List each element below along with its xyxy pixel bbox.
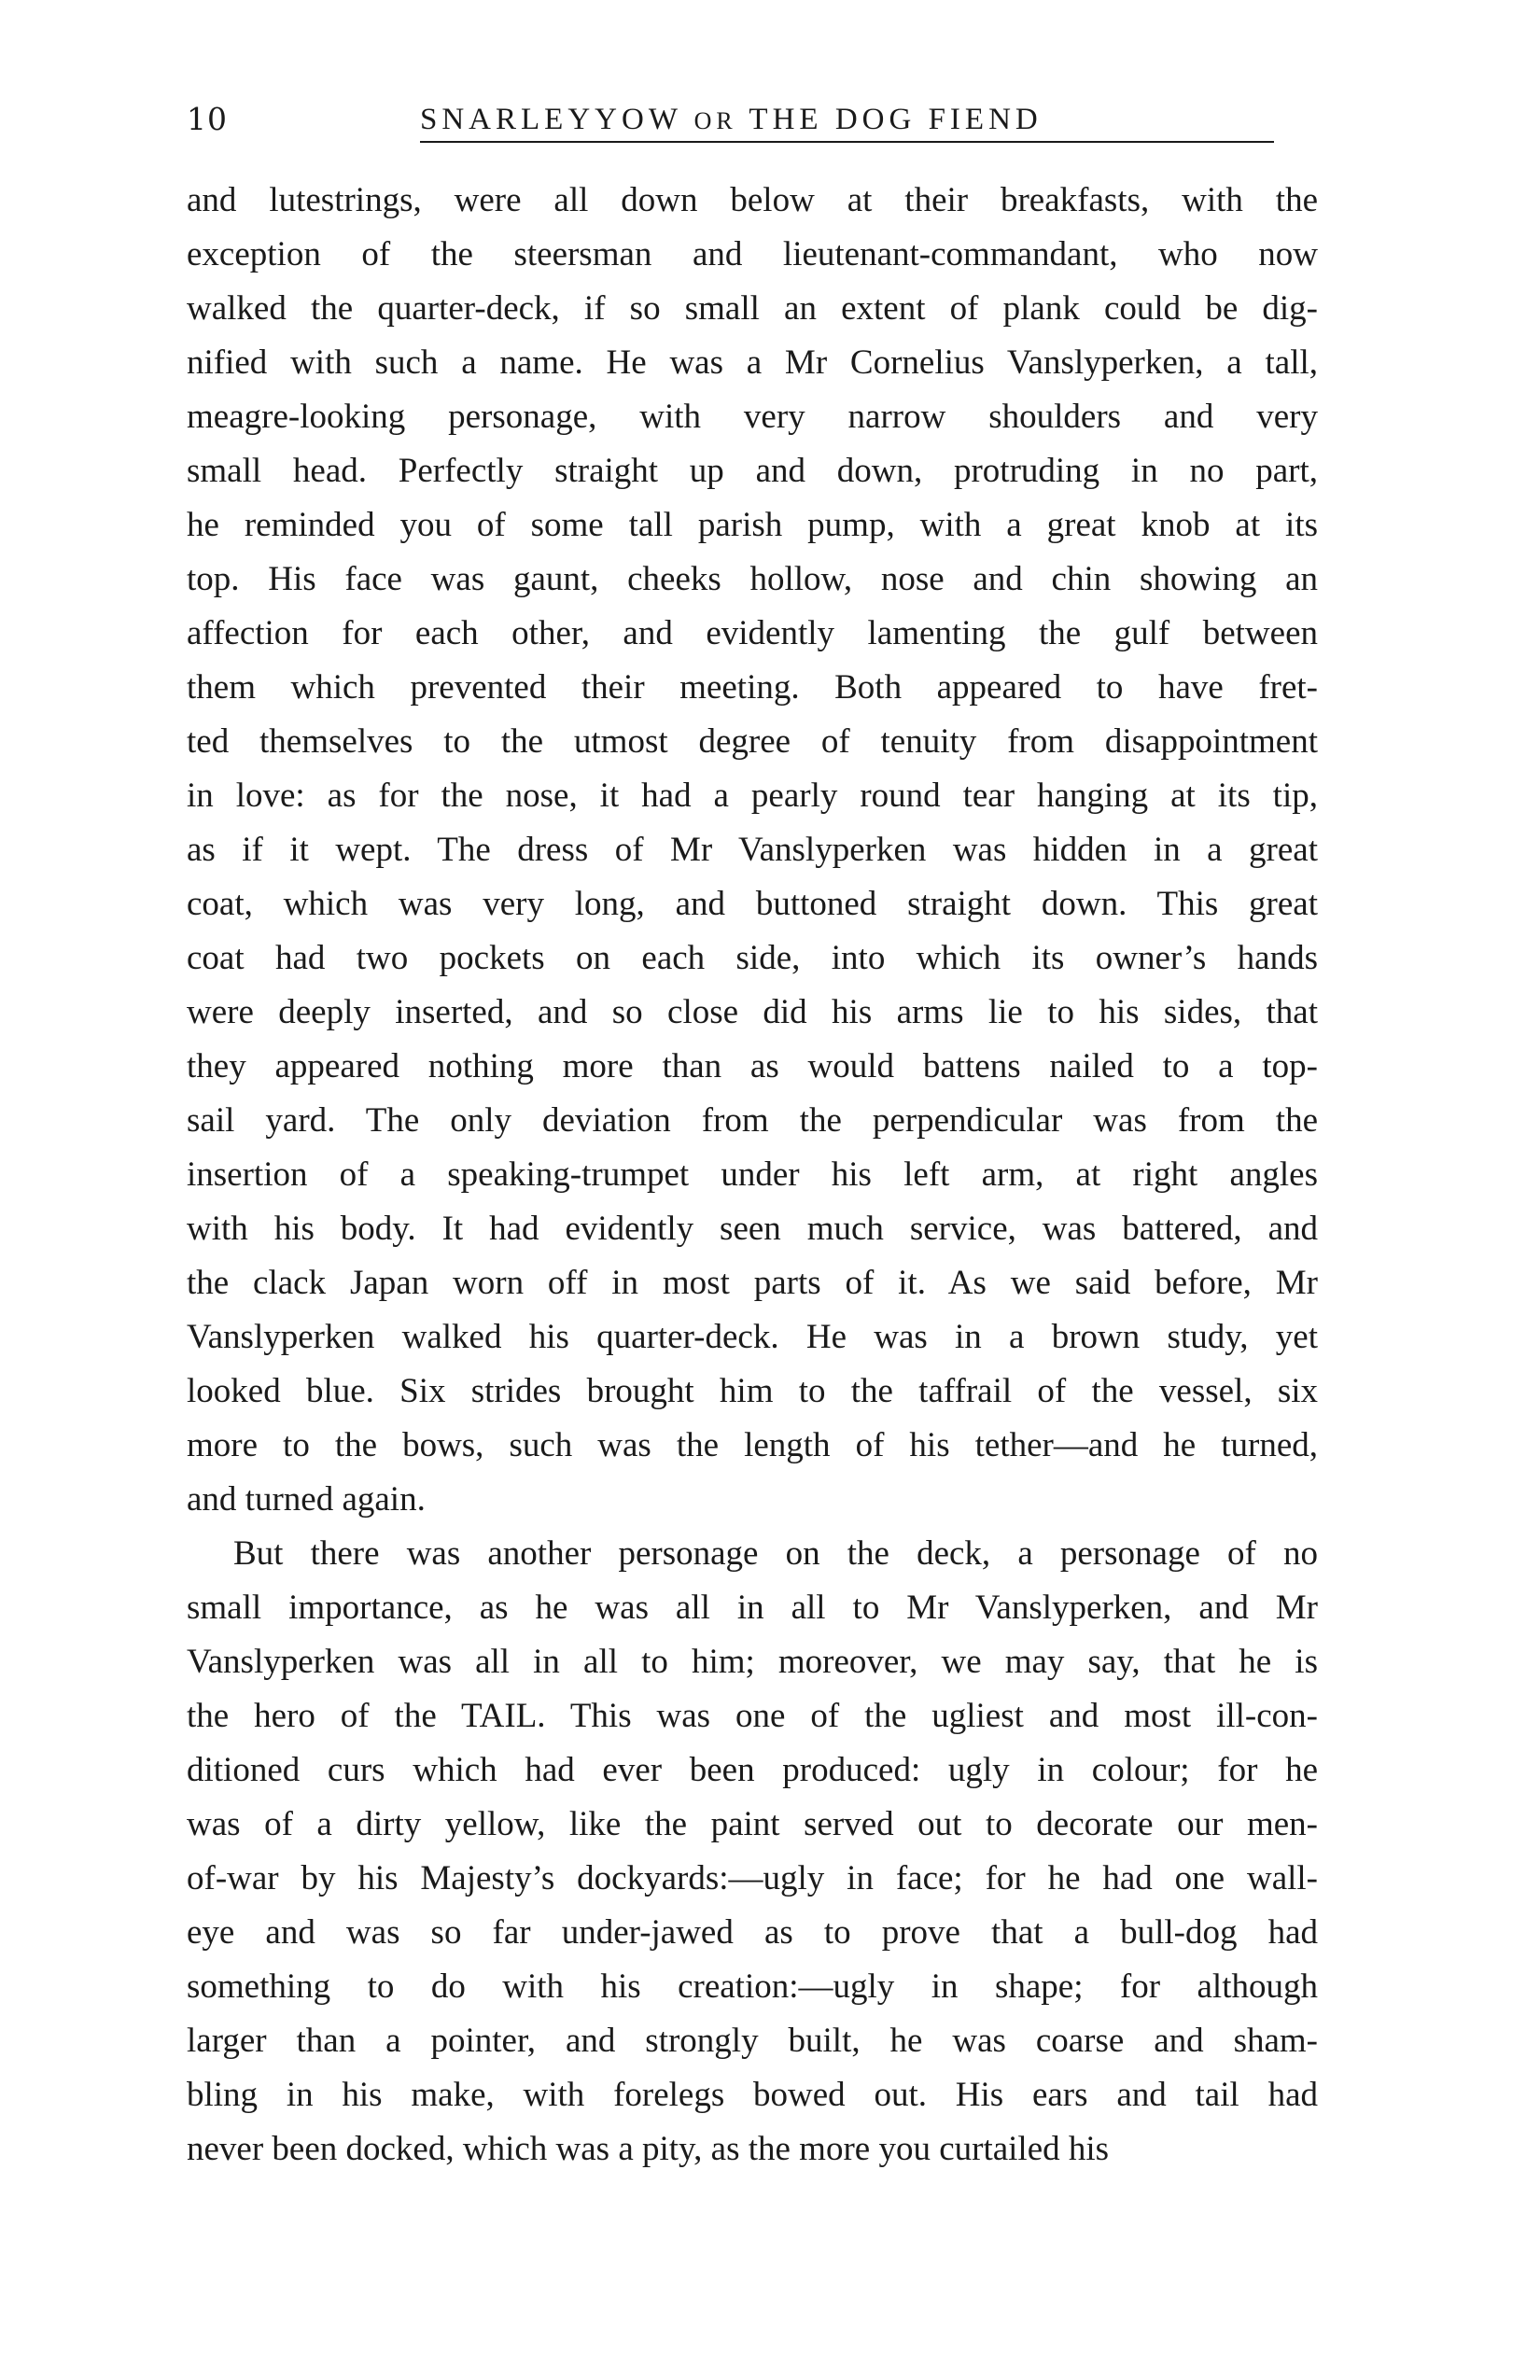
text-line: as if it wept. The dress of Mr Vanslyperken was hidden in a great [187,831,1318,869]
text-line: larger than a pointer, and strongly built, he was coarse and sham- [187,2022,1318,2060]
text-line: coat had two pockets on each side, into which its owner’s hands [187,939,1318,977]
text-line: them which prevented their meeting. Both appeared to have fret- [187,668,1318,707]
text-line: never been docked, which was a pity, as the more you curtailed his [187,2130,1110,2168]
text-line: sail yard. The only deviation from the perpendicular was from the [187,1101,1318,1140]
text-line: affection for each other, and evidently lamenting the gulf between [187,614,1318,652]
text-line: more to the bows, such was the length of his tether—and he turned, [187,1426,1318,1464]
header-rule [420,141,1274,143]
text-line: bling in his make, with forelegs bowed out. His ears and tail had [187,2076,1318,2114]
text-line: and lutestrings, were all down below at their breakfasts, with the [187,181,1318,219]
body-text [187,174,1318,2177]
text-line: small importance, as he was all in all to Mr Vanslyperken, and Mr [187,1589,1318,1627]
text-line: top. His face was gaunt, cheeks hollow, nose and chin showing an [187,560,1318,598]
text-line: with his body. It had evidently seen much service, was battered, and [187,1210,1318,1248]
text-line: ditioned curs which had ever been produced: ugly in colour; for he [187,1751,1318,1789]
title-connector: OR [693,107,737,134]
text-line: were deeply inserted, and so close did his arms lie to his sides, that [187,993,1318,1031]
text-line: walked the quarter-deck, if so small an extent of plank could be dig- [187,289,1318,328]
text-line: he reminded you of some tall parish pump, with a great knob at its [187,506,1318,544]
page-number: 10 [187,101,228,137]
text-line: they appeared nothing more than as would battens nailed to a top- [187,1047,1318,1085]
text-line: was of a dirty yellow, like the paint served out to decorate our men- [187,1805,1318,1843]
text-line: of-war by his Majesty’s dockyards:—ugly in face; for he had one wall- [187,1859,1318,1897]
text-line: eye and was so far under-jawed as to prove that a bull-dog had [187,1913,1318,1952]
text-line: Vanslyperken walked his quarter-deck. He was in a brown study, yet [187,1318,1318,1356]
text-line: in love: as for the nose, it had a pearly round tear hanging at its tip, [187,777,1318,815]
text-line: looked blue. Six strides brought him to the taffrail of the vessel, six [187,1372,1318,1410]
text-line: exception of the steersman and lieutenant-commandant, who now [187,235,1318,273]
running-title [420,103,1043,137]
title-part-2: THE DOG FIEND [749,103,1043,136]
text-line: nified with such a name. He was a Mr Cornelius Vanslyperken, a tall, [187,343,1318,382]
text-line: and turned again. [187,1480,426,1519]
text-line: the hero of the TAIL. This was one of the ugliest and most ill-con- [187,1697,1318,1735]
text-line: coat, which was very long, and buttoned straight down. This great [187,885,1318,923]
text-line: insertion of a speaking-trumpet under his left arm, at right angles [187,1155,1318,1194]
title-part-1: SNARLEYYOW [420,103,682,136]
text-line: the clack Japan worn off in most parts of it. As we said before, Mr [187,1264,1318,1302]
text-line: meagre-looking personage, with very narrow shoulders and very [187,398,1318,436]
text-line: something to do with his creation:—ugly in shape; for although [187,1967,1318,2006]
text-line: But there was another personage on the deck, a personage of no [233,1534,1318,1573]
text-line: Vanslyperken was all in all to him; moreover, we may say, that he is [187,1643,1318,1681]
running-header [187,101,1120,147]
text-line: ted themselves to the utmost degree of tenuity from disappointment [187,722,1318,761]
text-line: small head. Perfectly straight up and down, protruding in no part, [187,452,1318,490]
